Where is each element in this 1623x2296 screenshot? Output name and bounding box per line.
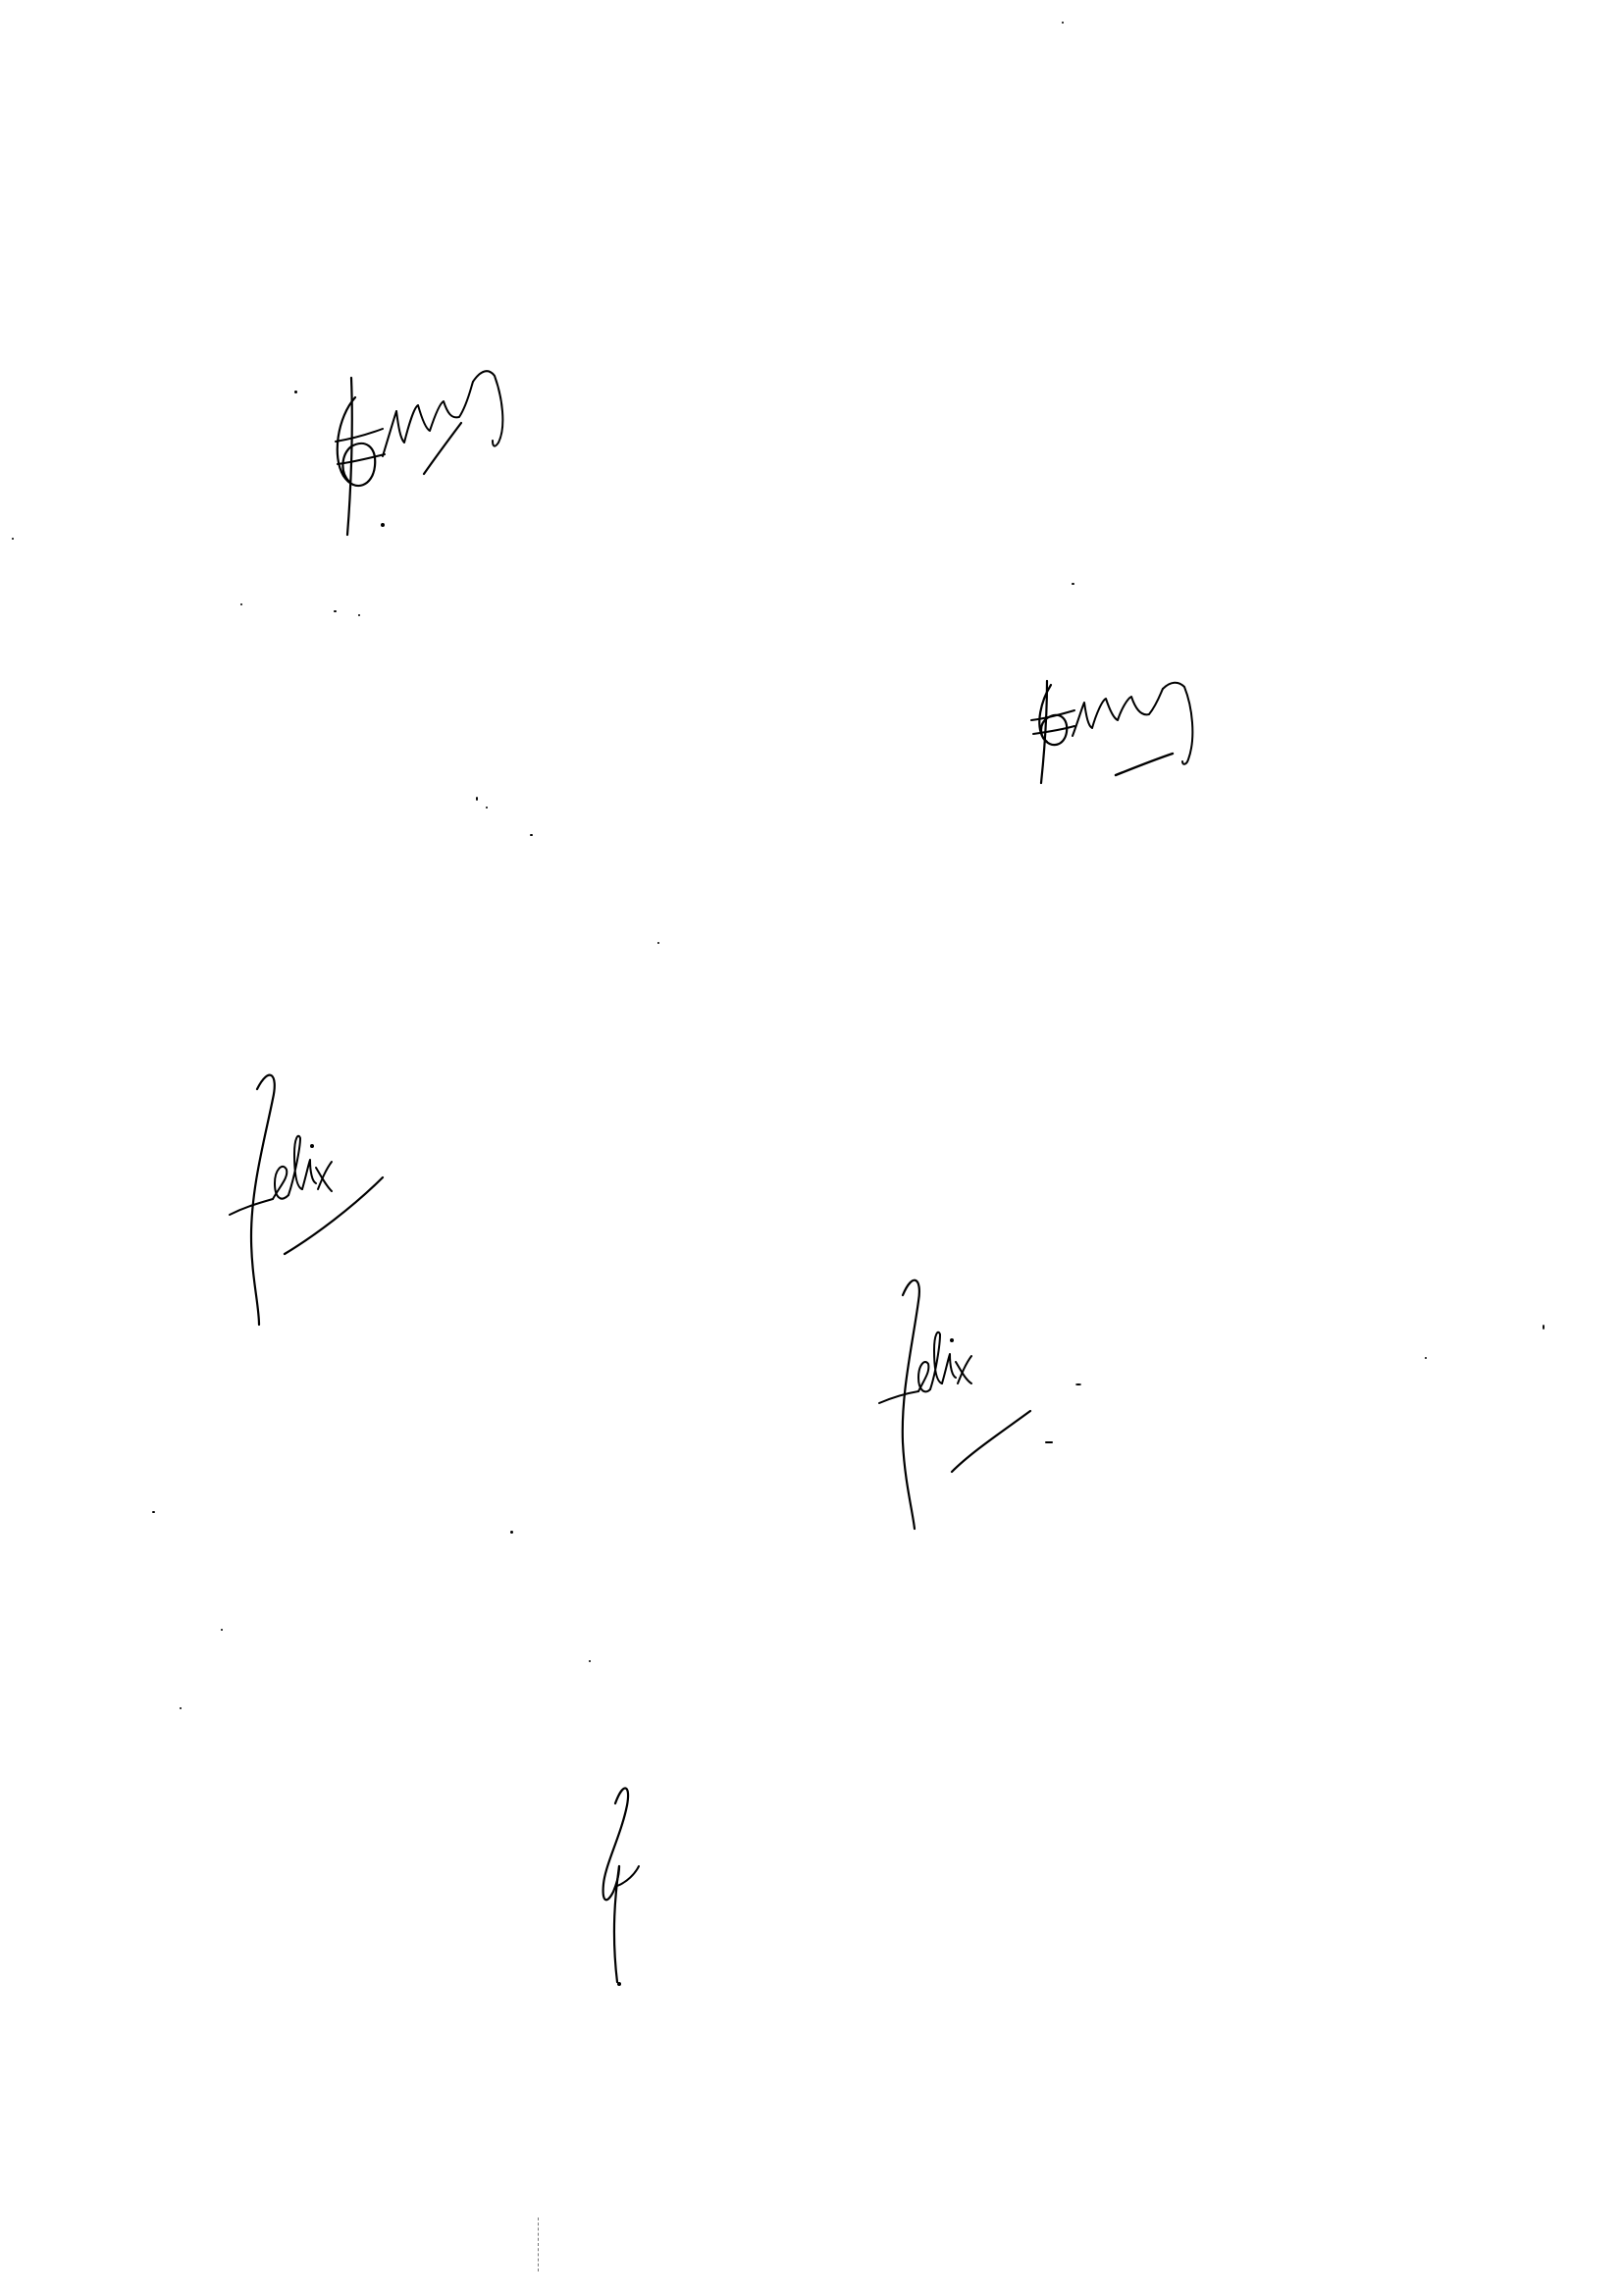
- signature-emmy-2: [1025, 677, 1236, 790]
- scan-speck: [657, 942, 659, 944]
- scan-speck: [334, 610, 337, 612]
- scan-speck: [1072, 583, 1074, 585]
- scan-speck: [1543, 1325, 1544, 1330]
- scan-speck: [476, 797, 478, 801]
- scan-speck: [240, 603, 242, 605]
- signature-emmy-1: [324, 348, 564, 545]
- scan-speck: [1062, 22, 1064, 24]
- scan-speck: [510, 1531, 513, 1534]
- scan-speck: [12, 538, 14, 540]
- scan-speck: [530, 834, 533, 836]
- scan-speck: [486, 807, 488, 809]
- signature-felix-2: [873, 1266, 1050, 1536]
- scan-speck: [294, 391, 297, 393]
- scan-speck: [1075, 1383, 1081, 1385]
- scan-speck: [1425, 1357, 1427, 1359]
- scan-speck: [180, 1707, 182, 1709]
- signature-felix-1: [216, 1060, 402, 1339]
- scan-speck: [358, 614, 360, 616]
- scan-speck: [221, 1629, 223, 1631]
- scan-speck: [589, 1660, 591, 1662]
- scan-artifact-line: [538, 2218, 540, 2271]
- scan-speck: [152, 1511, 155, 1513]
- initial-f: [594, 1776, 672, 1992]
